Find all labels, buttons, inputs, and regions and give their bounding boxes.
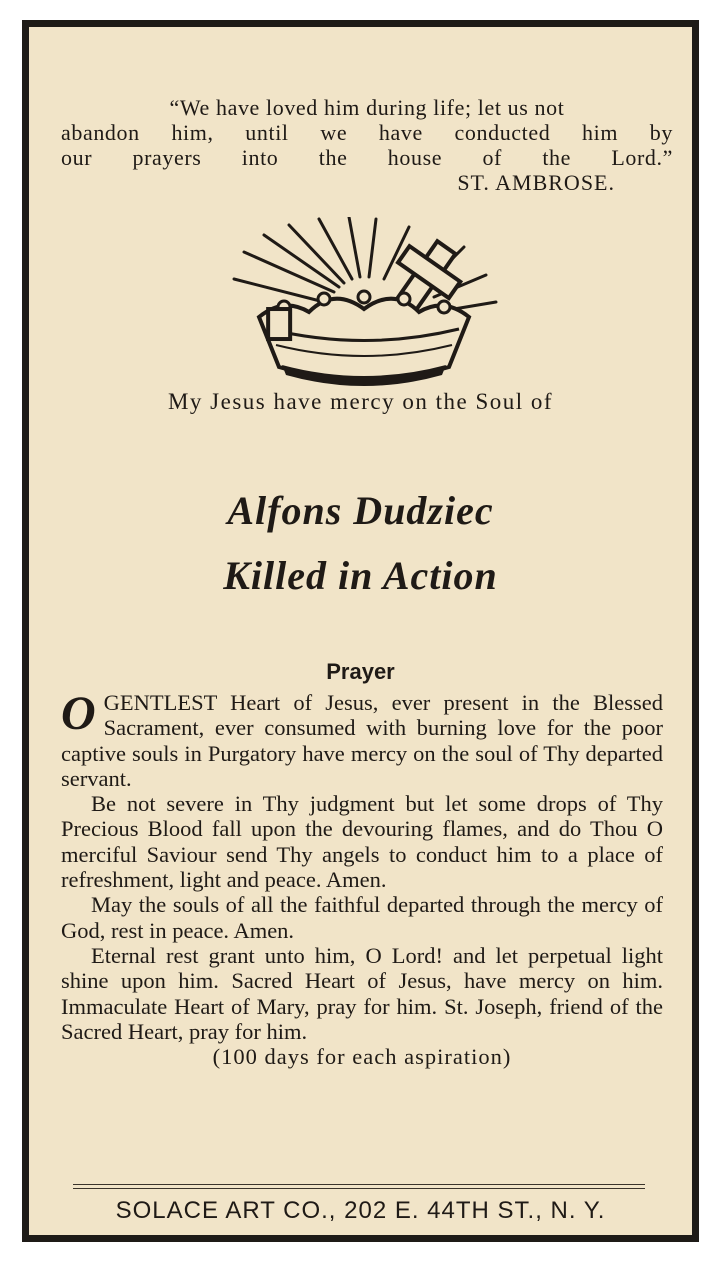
prayer-paragraph: Eternal rest grant unto him, O Lord! and let perpetual light shine upon him. Sacred Heart of Jesus, have mercy on him. Immaculate Heart of Mary, pray for him. St. Joseph, friend of the Sacred Heart, pray for him. — [61, 942, 663, 1044]
memorial-card — [22, 20, 699, 1242]
mercy-invocation: My Jesus have mercy on the Soul of — [167, 389, 554, 414]
deceased-status: Killed in Action — [223, 553, 498, 598]
prayer-paragraph-text: GENTLEST Heart of Jesus, ever present in the Blessed Sacrament, ever consumed with burning love for the poor captive souls in Purgatory have mercy on the soul of Thy departed servant. — [61, 690, 663, 791]
divider — [73, 1184, 645, 1185]
prayer-title: Prayer — [326, 659, 395, 684]
quote-line: our prayers into the house of the Lord.” — [61, 145, 673, 170]
quote-attribution: ST. AMBROSE. — [457, 170, 615, 195]
crown-and-cross-icon — [224, 217, 504, 387]
prayer-paragraph — [61, 687, 663, 791]
quote-line: “We have loved him during life; let us not — [169, 95, 565, 120]
quote-line: abandon him, until we have conducted him by — [61, 120, 673, 145]
prayer-paragraph: May the souls of all the faithful departed through the mercy of God, rest in peace. Amen. — [61, 892, 663, 943]
prayer-text — [61, 687, 663, 1070]
publisher-imprint: SOLACE ART CO., 202 E. 44TH ST., N. Y. — [115, 1197, 606, 1224]
indulgence-note: (100 days for each aspiration) — [212, 1044, 512, 1070]
quote-block — [61, 95, 673, 195]
deceased-name: Alfons Dudziec — [227, 488, 494, 533]
prayer-paragraph: Be not severe in Thy judgment but let some drops of Thy Precious Blood fall upon the devouring flames, and do Thou O merciful Saviour send Thy angels to conduct him to a place of refreshment, light and peace. Amen. — [61, 791, 663, 893]
divider — [73, 1188, 645, 1189]
drop-cap: O — [61, 687, 96, 740]
